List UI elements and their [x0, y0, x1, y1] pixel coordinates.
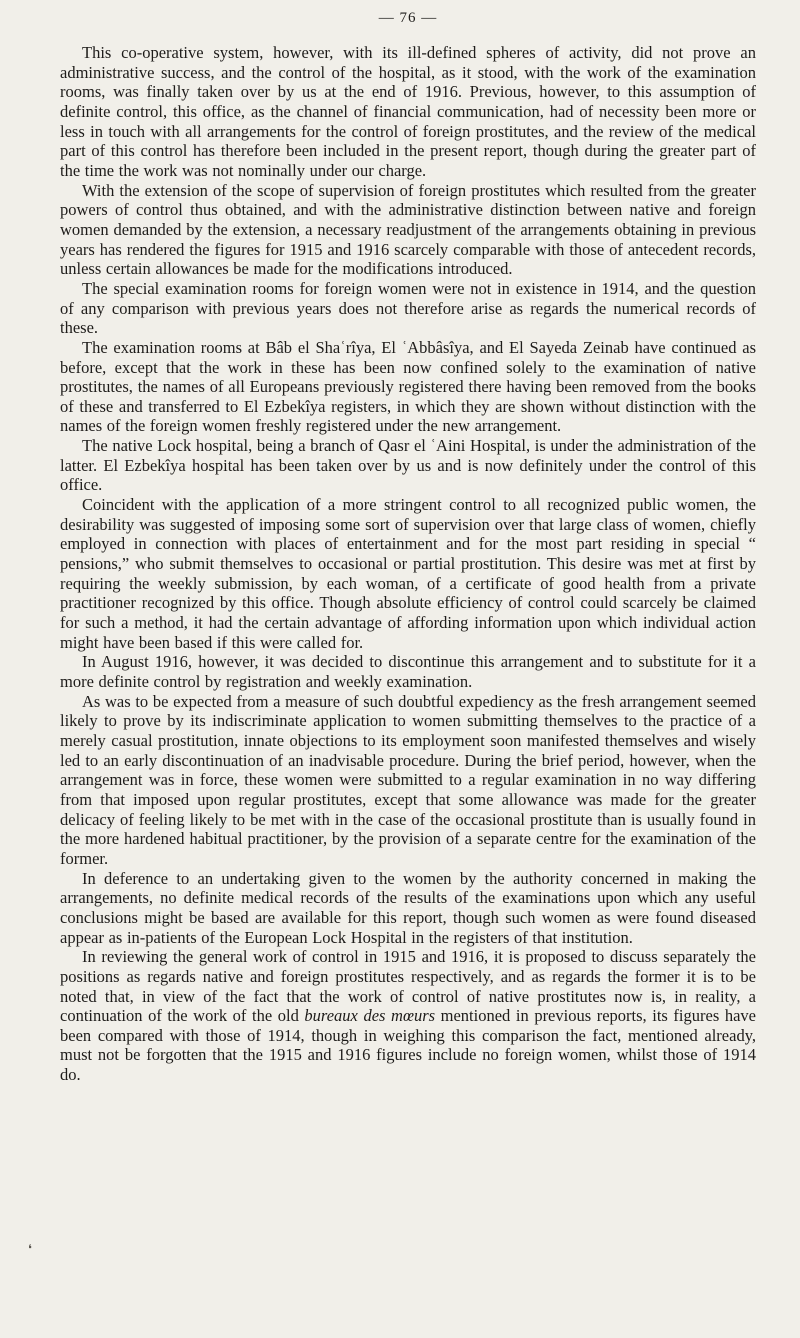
paragraph-3	[60, 279, 756, 338]
paragraph-text: The special examination rooms for foreign women were not in existence in 1914, and the question of any comparison with previous years does not therefore arise as regards the numerical records of these.	[60, 278, 756, 338]
paragraph-1	[60, 43, 756, 181]
italic-phrase: bureaux des mœurs	[304, 1006, 436, 1026]
paragraph-9	[60, 869, 756, 948]
paragraph-4	[60, 338, 756, 436]
paragraph-5	[60, 436, 756, 495]
paragraph-text: The native Lock hospital, being a branch of Qasr el ʿAini Hospital, is under the administration of the latter. El Ezbekîya hospital has been taken over by us and is now definitely under the control of this office.	[60, 436, 756, 495]
paragraph-text: In reviewing the general work of control in 1915 and 1916, it is proposed to discuss separately the positions as regards native and foreign prostitutes respectively, and as regards the former it is to be noted that, in view of the fact that the work of control of native prostitutes now is, in reality, a continuation of the work of the old	[60, 947, 756, 1026]
paragraph-text: In August 1916, however, it was decided to discontinue this arrangement and to substitute for it a more definite control by registration and weekly examination.	[60, 652, 756, 691]
paragraph-8	[60, 692, 756, 869]
paragraph-text: With the extension of the scope of supervision of foreign prostitutes which resulted from the greater powers of control thus obtained, and with the administrative distinction between native and foreign women demanded by the extension, a necessary readjustment of the arrangements obtaining in previous years has rendered the figures for 1915 and 1916 scarcely comparable with those of antecedent records, unless certain allowances be made for the modifications introduced.	[60, 180, 756, 279]
paragraph-6	[60, 495, 756, 652]
paragraph-text: The examination rooms at Bâb el Shaʿrîya, El ʿAbbâsîya, and El Sayeda Zeinab have continued as before, except that the work in these has been now confined solely to the examination of native prostitutes, the names of all Europeans previously registered there having been removed from the books of these and transferred to El Ezbekîya registers, in which they are shown without distinction with the names of the foreign women freshly registered under the new arrangement.	[60, 337, 756, 436]
paragraph-10	[60, 947, 756, 1085]
paragraph-text: Coincident with the application of a more stringent control to all recognized public women, the desirability was suggested of imposing some sort of supervision over that large class of women, chiefly employed in connection with places of entertainment and for the most part residing in special “ pensions,” who submit themselves to occasional or partial prostitution. This desire was met at first by requiring the weekly submission, by each woman, of a certificate of good health from a private practitioner recognized by this office. Though absolute efficiency of control could scarcely be claimed for such a method, it had the certain advantage of affording information upon which individual action might have been based if this were called for.	[60, 495, 756, 652]
page-number: — 76 —	[378, 10, 438, 26]
paragraph-text: This co-operative system, however, with its ill-defined spheres of activity, did not prove an administrative success, and the control of the hospital, as it stood, with the work of the examination rooms, was finally taken over by us at the end of 1916. Previous, however, to this assumption of definite control, this office, as the channel of financial communication, had of necessity been more or less in touch with all arrangements for the control of foreign prostitutes, and the review of the medical part of this control has therefore been included in the present report, though during the greater part of the time the work was not nominally under our charge.	[60, 43, 756, 180]
paragraph-2	[60, 181, 756, 279]
paragraph-text: In deference to an undertaking given to the women by the authority concerned in making the arrangements, no definite medical records of the results of the examinations upon which any useful conclusions might be based are available for this report, though such women as were found diseased appear as in-patients of the European Lock Hospital in the registers of that institution.	[60, 868, 756, 947]
paragraph-7	[60, 652, 756, 691]
paragraph-text-continued: mentioned in previous reports, its figures have been compared with those of 1914, though in weighing this comparison the fact, mentioned already, must not be forgotten that the 1915 and 1916 figures include no foreign women, whilst those of 1914 do.	[60, 1006, 756, 1085]
paragraph-text: As was to be expected from a measure of such doubtful expediency as the fresh arrangement seemed likely to prove by its indiscriminate application to women submitting themselves to the practice of a merely casual prostitution, innate objections to its employment soon manifested themselves and wisely led to an early discontinuation of an inadvisable procedure. During the brief period, however, when the arrangement was in force, these women were submitted to a regular examination in no way differing from that imposed upon regular prostitutes, except that some allowance was made for the greater delicacy of feeling likely to be met with in the case of the occasional prostitute than is usually found in the more hardened habitual practitioner, by the provision of a separate centre for the examination of the former.	[60, 691, 756, 868]
margin-mark: ❛	[28, 1242, 32, 1256]
